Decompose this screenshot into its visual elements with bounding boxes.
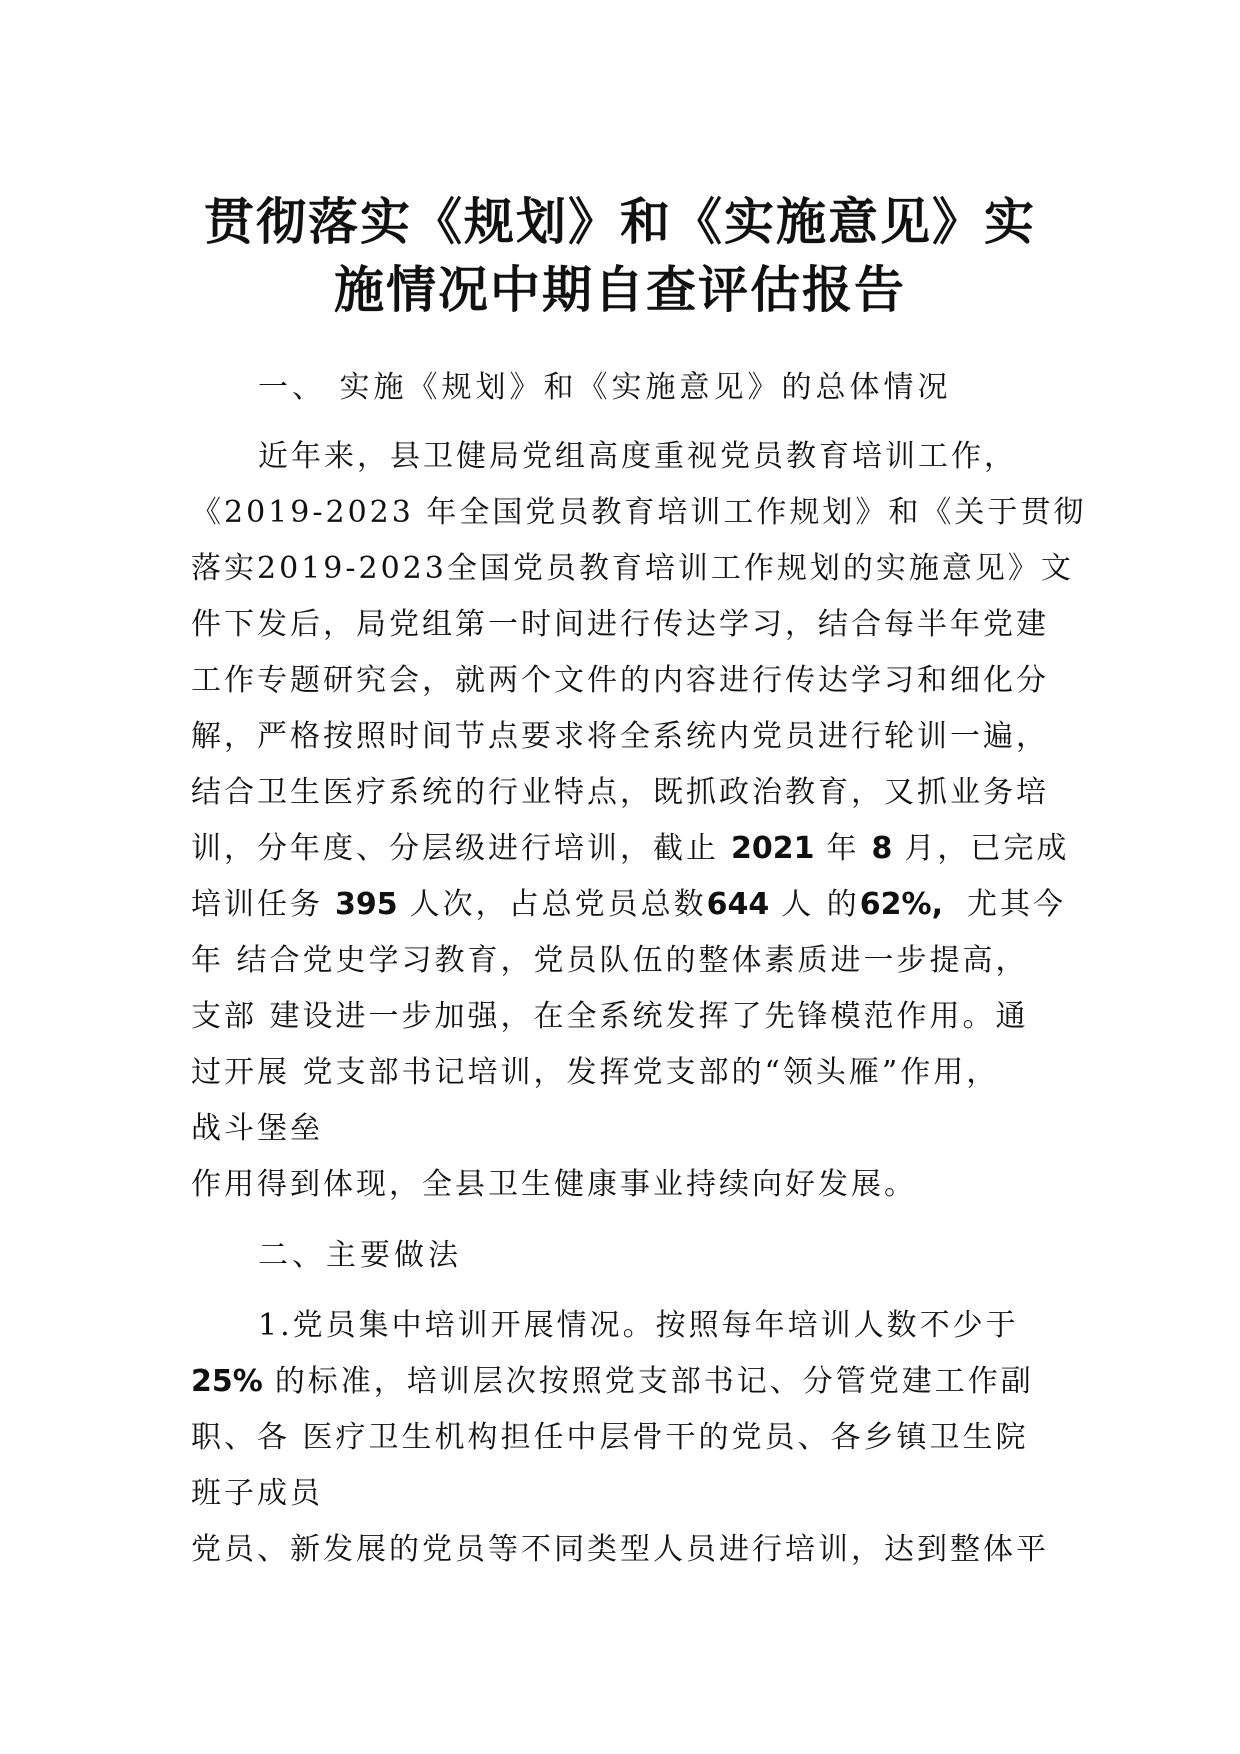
paragraph-line: 工作专题研究会，就两个文件的内容进行传达学习和细化分: [191, 663, 1049, 698]
percentage-value: 62%,: [859, 887, 943, 922]
paragraph-line: 件下发后，局党组第一时间进行传达学习，结合每半年党建: [191, 607, 1049, 642]
document-title-line-2: 施情况中期自查评估报告: [334, 261, 906, 319]
paragraph-line: 年 结合党史学习教育，党员队伍的整体素质进一步提高，: [191, 943, 1029, 978]
text-run: 训，分年度、分层级进行培训，截止: [191, 831, 719, 866]
year-value: 2021: [731, 831, 815, 866]
paragraph-line: 职、各 医疗卫生机构担任中层骨干的党员、各乡镇卫生院: [191, 1420, 1029, 1455]
paragraph-line: 党员、新发展的党员等不同类型人员进行培训，达到整体平: [191, 1532, 1049, 1567]
paragraph-line: 落实2019-2023全国党员教育培训工作规划的实施意见》文: [191, 551, 1074, 586]
paragraph-line: 结合卫生医疗系统的行业特点，既抓政治教育，又抓业务培: [191, 775, 1049, 810]
member-total-value: 644: [706, 887, 770, 922]
percentage-value: 25%: [191, 1364, 263, 1399]
paragraph-line: 班子成员: [191, 1476, 323, 1511]
trained-count-value: 395: [335, 887, 398, 922]
text-run: 月，已完成: [904, 831, 1070, 866]
section-heading-main-practices: 二、主要做法: [258, 1238, 462, 1273]
paragraph-line: [191, 885, 1066, 925]
paragraph-line: 支部 建设进一步加强，在全系统发挥了先锋模范作用。通: [191, 999, 1029, 1034]
paragraph-line: 解，严格按照时间节点要求将全系统内党员进行轮训一遍，: [191, 719, 1049, 754]
paragraph-line: 过开展 党支部书记培训，发挥党支部的“领头雁”作用，: [191, 1055, 1000, 1090]
paragraph-line: 近年来，县卫健局党组高度重视党员教育培训工作，: [258, 439, 1017, 474]
paragraph-line: [191, 1362, 1034, 1402]
paragraph-line: 作用得到体现，全县卫生健康事业持续向好发展。: [191, 1167, 917, 1202]
text-run: 的标准，培训层次按照党支部书记、分管党建工作副: [274, 1364, 1034, 1399]
text-run: 人次，占总党员总数: [409, 887, 707, 922]
month-value: 8: [871, 831, 893, 866]
text-run: 年: [826, 831, 860, 866]
text-run: 人 的: [781, 887, 860, 922]
paragraph-line: 战斗堡垒: [191, 1111, 323, 1146]
section-heading-overall: 一、 实施《规划》和《实施意见》的总体情况: [258, 370, 952, 405]
paragraph-line: 《2019-2023 年全国党员教育培训工作规划》和《关于贯彻: [191, 495, 1087, 530]
paragraph-line: 1.党员集中培训开展情况。按照每年培训人数不少于: [258, 1308, 1019, 1343]
text-run: 培训任务: [191, 887, 323, 922]
document-title-line-1: 贯彻落实《规划》和《实施意见》实: [204, 193, 1036, 251]
text-run: 尤其今: [967, 887, 1066, 922]
paragraph-line: [191, 829, 1069, 869]
